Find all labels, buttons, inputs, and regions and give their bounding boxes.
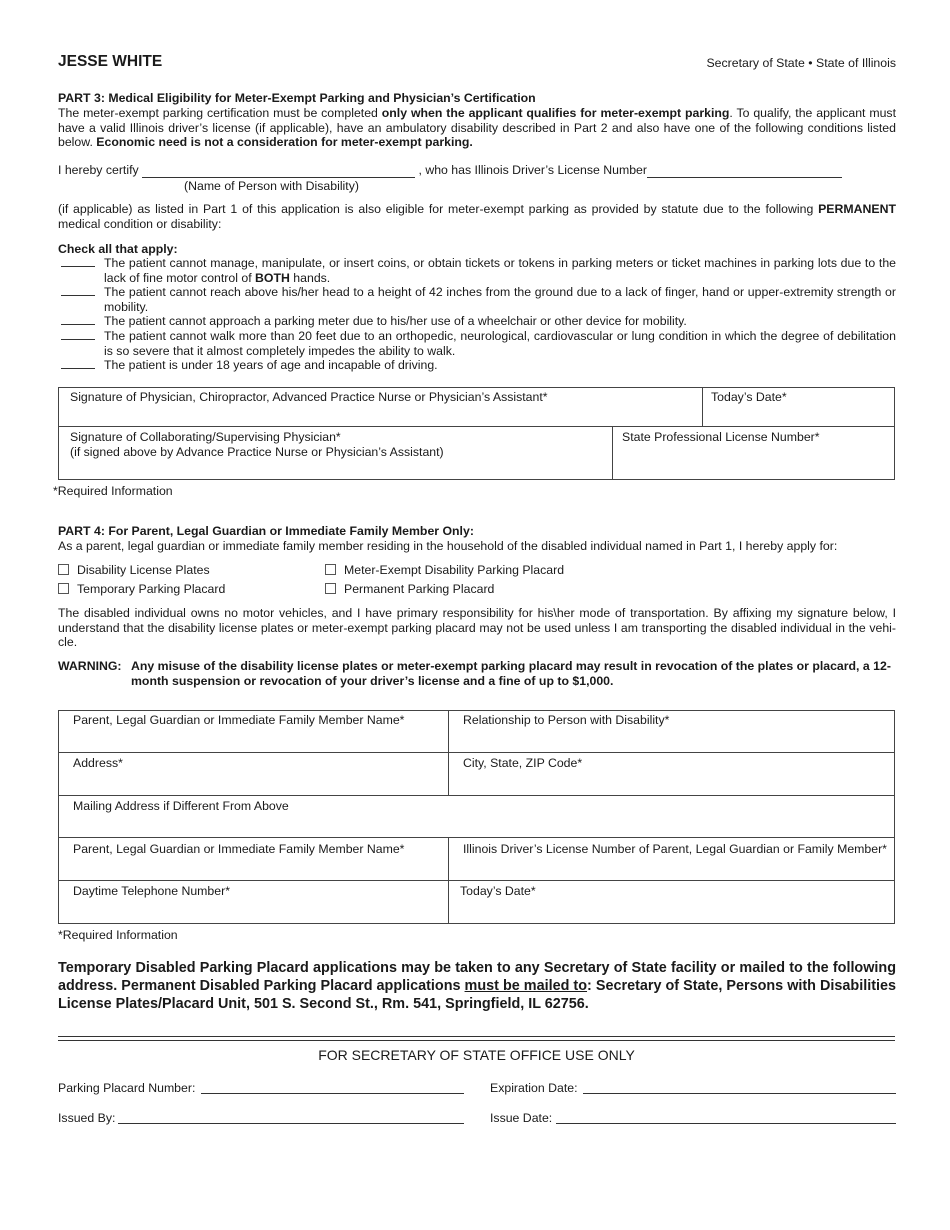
grid-divider (448, 837, 449, 924)
required-note: *Required Information (58, 928, 178, 942)
certify-line (58, 163, 842, 178)
issuer-office: Secretary of State • State of Illinois (706, 56, 896, 70)
license-number-label: , who has Illinois Driver’s License Number (418, 163, 647, 177)
placard-number-label: Parking Placard Number: (58, 1081, 196, 1095)
condition-blank-3[interactable] (61, 324, 95, 325)
checkbox[interactable] (325, 564, 336, 575)
checkbox[interactable] (325, 583, 336, 594)
permanent-condition-text (58, 202, 896, 231)
warning-label: WARNING: (58, 659, 122, 673)
grid-divider (58, 752, 895, 753)
member-date-field[interactable]: Today’s Date* (460, 884, 536, 898)
part3-intro-emphasis: only when the applicant qualifies for meter-exempt parking (381, 106, 730, 120)
expiration-date-field[interactable] (583, 1093, 896, 1094)
office-use-title: FOR SECRETARY OF STATE OFFICE USE ONLY (318, 1047, 635, 1063)
required-note: *Required Information (53, 484, 173, 498)
condition-blank-4[interactable] (61, 339, 95, 340)
economic-need-note: Economic need is not a consideration for meter-exempt parking. (96, 135, 473, 149)
option-label: Permanent Parking Placard (344, 582, 495, 596)
grid-divider (702, 387, 703, 427)
condition-1 (104, 256, 896, 285)
certify-label: I hereby certify (58, 163, 139, 177)
condition-1-emphasis: BOTH (255, 270, 290, 285)
issuer-name: JESSE WHITE (58, 53, 163, 70)
grid-divider (58, 880, 895, 881)
disabled-person-license-field[interactable] (647, 177, 842, 178)
part3-intro (58, 106, 896, 150)
option-label: Meter-Exempt Disability Parking Placard (344, 563, 565, 577)
option-label: Disability License Plates (77, 563, 210, 577)
relationship-field[interactable]: Relationship to Person with Disability* (463, 713, 670, 727)
checkbox[interactable] (58, 564, 69, 575)
il-license-field[interactable]: Illinois Driver’s License Number of Parent, Legal Guardian or Family Member* (463, 842, 887, 856)
issue-date-label: Issue Date: (490, 1111, 553, 1125)
grid-divider (612, 426, 613, 480)
phone-field[interactable]: Daytime Telephone Number* (73, 884, 230, 898)
condition-5: The patient is under 18 years of age and incapable of driving. (104, 358, 438, 372)
member-name-field[interactable]: Parent, Legal Guardian or Immediate Family Member Name* (73, 713, 405, 727)
mailing-address-field[interactable]: Mailing Address if Different From Above (73, 799, 289, 813)
option-meter-exempt-placard[interactable] (325, 563, 564, 578)
option-temporary-placard[interactable] (58, 582, 225, 597)
part3-heading: PART 3: Medical Eligibility for Meter-Exempt Parking and Physician’s Certification (58, 91, 536, 105)
condition-4: The patient cannot walk more than 20 feet due to an orthopedic, neurological, cardiovascular or lung condition in which the degree of debilitation is so severe that it almost completely impedes the ability to walk. (104, 329, 896, 358)
mailing-notice-text: Temporary Disabled Parking Placard applications may be taken to any Secretary of State facility or mailed to the following address. Permanent Disabled Parking Placard applications (58, 960, 896, 994)
condition-blank-1[interactable] (61, 266, 95, 267)
physician-date-field[interactable]: Today’s Date* (711, 390, 787, 404)
issued-by-label: Issued By: (58, 1111, 116, 1125)
permanent-text-1: (if applicable) as listed in Part 1 of this application is also eligible for meter-exempt parking as provided by statute due to the following (58, 202, 819, 216)
mailing-notice (58, 959, 896, 1013)
condition-2: The patient cannot reach above his/her head to a height of 42 inches from the ground due to a lack of finger, hand or upper-extremity strength or mobility. (104, 285, 896, 314)
mailing-notice-emphasis: must be mailed to (464, 978, 588, 994)
condition-blank-2[interactable] (61, 295, 95, 296)
permanent-emphasis: PERMANENT (818, 202, 896, 216)
double-rule (58, 1040, 895, 1041)
issued-by-field[interactable] (118, 1123, 464, 1124)
responsibility-statement: The disabled individual owns no motor vehicles, and I have primary responsibility for his\her mode of transportation. By affixing my signature below, I understand that the disability license plates or meter-exempt parking placard may not be used unless I am transporting the disabled individual in the vehi-cle. (58, 606, 896, 649)
part3-intro-text-2: . To qualify, the applicant must have a valid Illinois driver’s license (if applicable), have an ambulatory disability described in Part 2 and also have one of the following conditions listed below. (58, 106, 896, 149)
name-caption: (Name of Person with Disability) (184, 179, 359, 193)
professional-license-field[interactable]: State Professional License Number* (622, 430, 820, 444)
condition-1-end: hands. (289, 270, 331, 285)
option-license-plates[interactable] (58, 563, 210, 578)
double-rule (58, 1036, 895, 1037)
expiration-date-label: Expiration Date: (490, 1081, 578, 1095)
part4-intro: As a parent, legal guardian or immediate family member residing in the household of the disabled individual named in Part 1, I hereby apply for: (58, 539, 838, 553)
disabled-person-name-field[interactable] (142, 177, 415, 178)
warning-text: Any misuse of the disability license plates or meter-exempt parking placard may result in revocation of the plates or placard, a 12-month suspension or revocation of your driver’s license and a fine of up to $1,000. (131, 659, 891, 688)
mailing-address: : Secretary of State, Persons with Disabilities License Plates/Placard Unit, 501 S. Second St., Rm. 541, Springfield, IL 62756. (58, 978, 896, 1012)
option-permanent-placard[interactable] (325, 582, 494, 597)
city-state-zip-field[interactable]: City, State, ZIP Code* (463, 756, 583, 770)
collaborating-signature-label: Signature of Collaborating/Supervising Physician* (70, 430, 341, 444)
part4-heading: PART 4: For Parent, Legal Guardian or Immediate Family Member Only: (58, 524, 474, 538)
check-all-heading: Check all that apply: (58, 242, 178, 256)
grid-divider (58, 426, 895, 427)
physician-signature-field[interactable]: Signature of Physician, Chiropractor, Advanced Practice Nurse or Physician’s Assistant* (70, 390, 548, 404)
checkbox[interactable] (58, 583, 69, 594)
grid-divider (58, 795, 895, 796)
issue-date-field[interactable] (556, 1123, 896, 1124)
collaborating-signature-field[interactable] (70, 430, 444, 459)
condition-3: The patient cannot approach a parking meter due to his/her use of a wheelchair or other device for mobility. (104, 314, 687, 328)
part3-intro-text: The meter-exempt parking certification must be completed (58, 106, 382, 120)
option-label: Temporary Parking Placard (77, 582, 226, 596)
permanent-text-2: medical condition or disability: (58, 216, 222, 231)
condition-blank-5[interactable] (61, 368, 95, 369)
collaborating-signature-note: (if signed above by Advance Practice Nurse or Physician’s Assistant) (70, 444, 444, 459)
member-name-field-2[interactable]: Parent, Legal Guardian or Immediate Family Member Name* (73, 842, 405, 856)
grid-divider (58, 837, 895, 838)
condition-1-text: The patient cannot manage, manipulate, or insert coins, or obtain tickets or tokens in parking meters or ticket machines in parking lots due to the lack of fine motor control of (104, 256, 896, 285)
address-field[interactable]: Address* (73, 756, 123, 770)
grid-divider (448, 710, 449, 796)
placard-number-field[interactable] (201, 1093, 464, 1094)
